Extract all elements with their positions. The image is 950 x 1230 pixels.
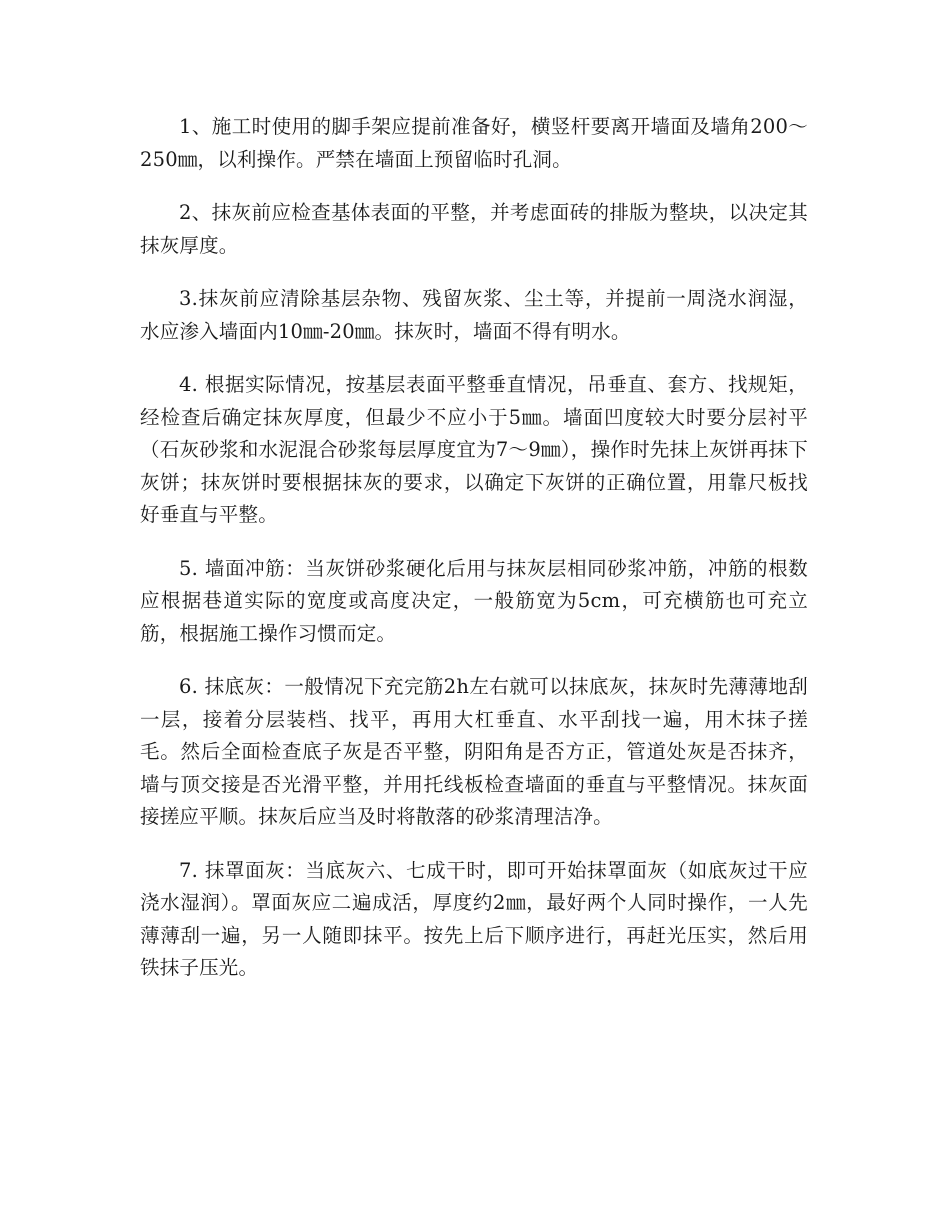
paragraph-3: 3.抹灰前应清除基层杂物、残留灰浆、尘土等，并提前一周浇水润湿，水应渗入墙面内10㎜-20㎜。抹灰时，墙面不得有明水。 <box>140 287 808 343</box>
paragraph-5: 5. 墙面冲筋：当灰饼砂浆硬化后用与抹灰层相同砂浆冲筋，冲筋的根数应根据巷道实际的宽度或高度决定，一般筋宽为5cm，可充横筋也可充立筋，根据施工操作习惯而定。 <box>140 556 808 645</box>
paragraph-6: 6. 抹底灰：一般情况下充完筋2h左右就可以抹底灰，抹灰时先薄薄地刮一层，接着分层装档、找平，再用大杠垂直、水平刮找一遍，用木抹子搓毛。然后全面检查底子灰是否平整，阴阳角是否方正，管道处灰是否抹齐，墙与顶交接是否光滑平整，并用托线板检查墙面的垂直与平整情况。抹灰面接搓应平顺。抹灰后应当及时将散落的砂浆清理洁净。 <box>140 675 808 828</box>
paragraph-4: 4. 根据实际情况，按基层表面平整垂直情况，吊垂直、套方、找规矩，经检查后确定抹灰厚度，但最少不应小于5㎜。墙面凹度较大时要分层衬平（石灰砂浆和水泥混合砂浆每层厚度宜为7～9㎜），操作时先抹上灰饼再抹下灰饼；抹灰饼时要根据抹灰的要求，以确定下灰饼的正确位置，用靠尺板找好垂直与平整。 <box>140 373 808 526</box>
document-body <box>140 111 808 1006</box>
paragraph-2: 2、抹灰前应检查基体表面的平整，并考虑面砖的排版为整块，以决定其抹灰厚度。 <box>140 201 808 257</box>
paragraph-1: 1、施工时使用的脚手架应提前准备好，横竖杆要离开墙面及墙角200～250㎜，以利操作。严禁在墙面上预留临时孔洞。 <box>140 115 808 171</box>
paragraph-7: 7. 抹罩面灰：当底灰六、七成干时，即可开始抹罩面灰（如底灰过干应浇水湿润）。罩面灰应二遍成活，厚度约2㎜，最好两个人同时操作，一人先薄薄刮一遍，另一人随即抹平。按先上后下顺序进行，再赶光压实，然后用铁抹子压光。 <box>140 858 808 979</box>
